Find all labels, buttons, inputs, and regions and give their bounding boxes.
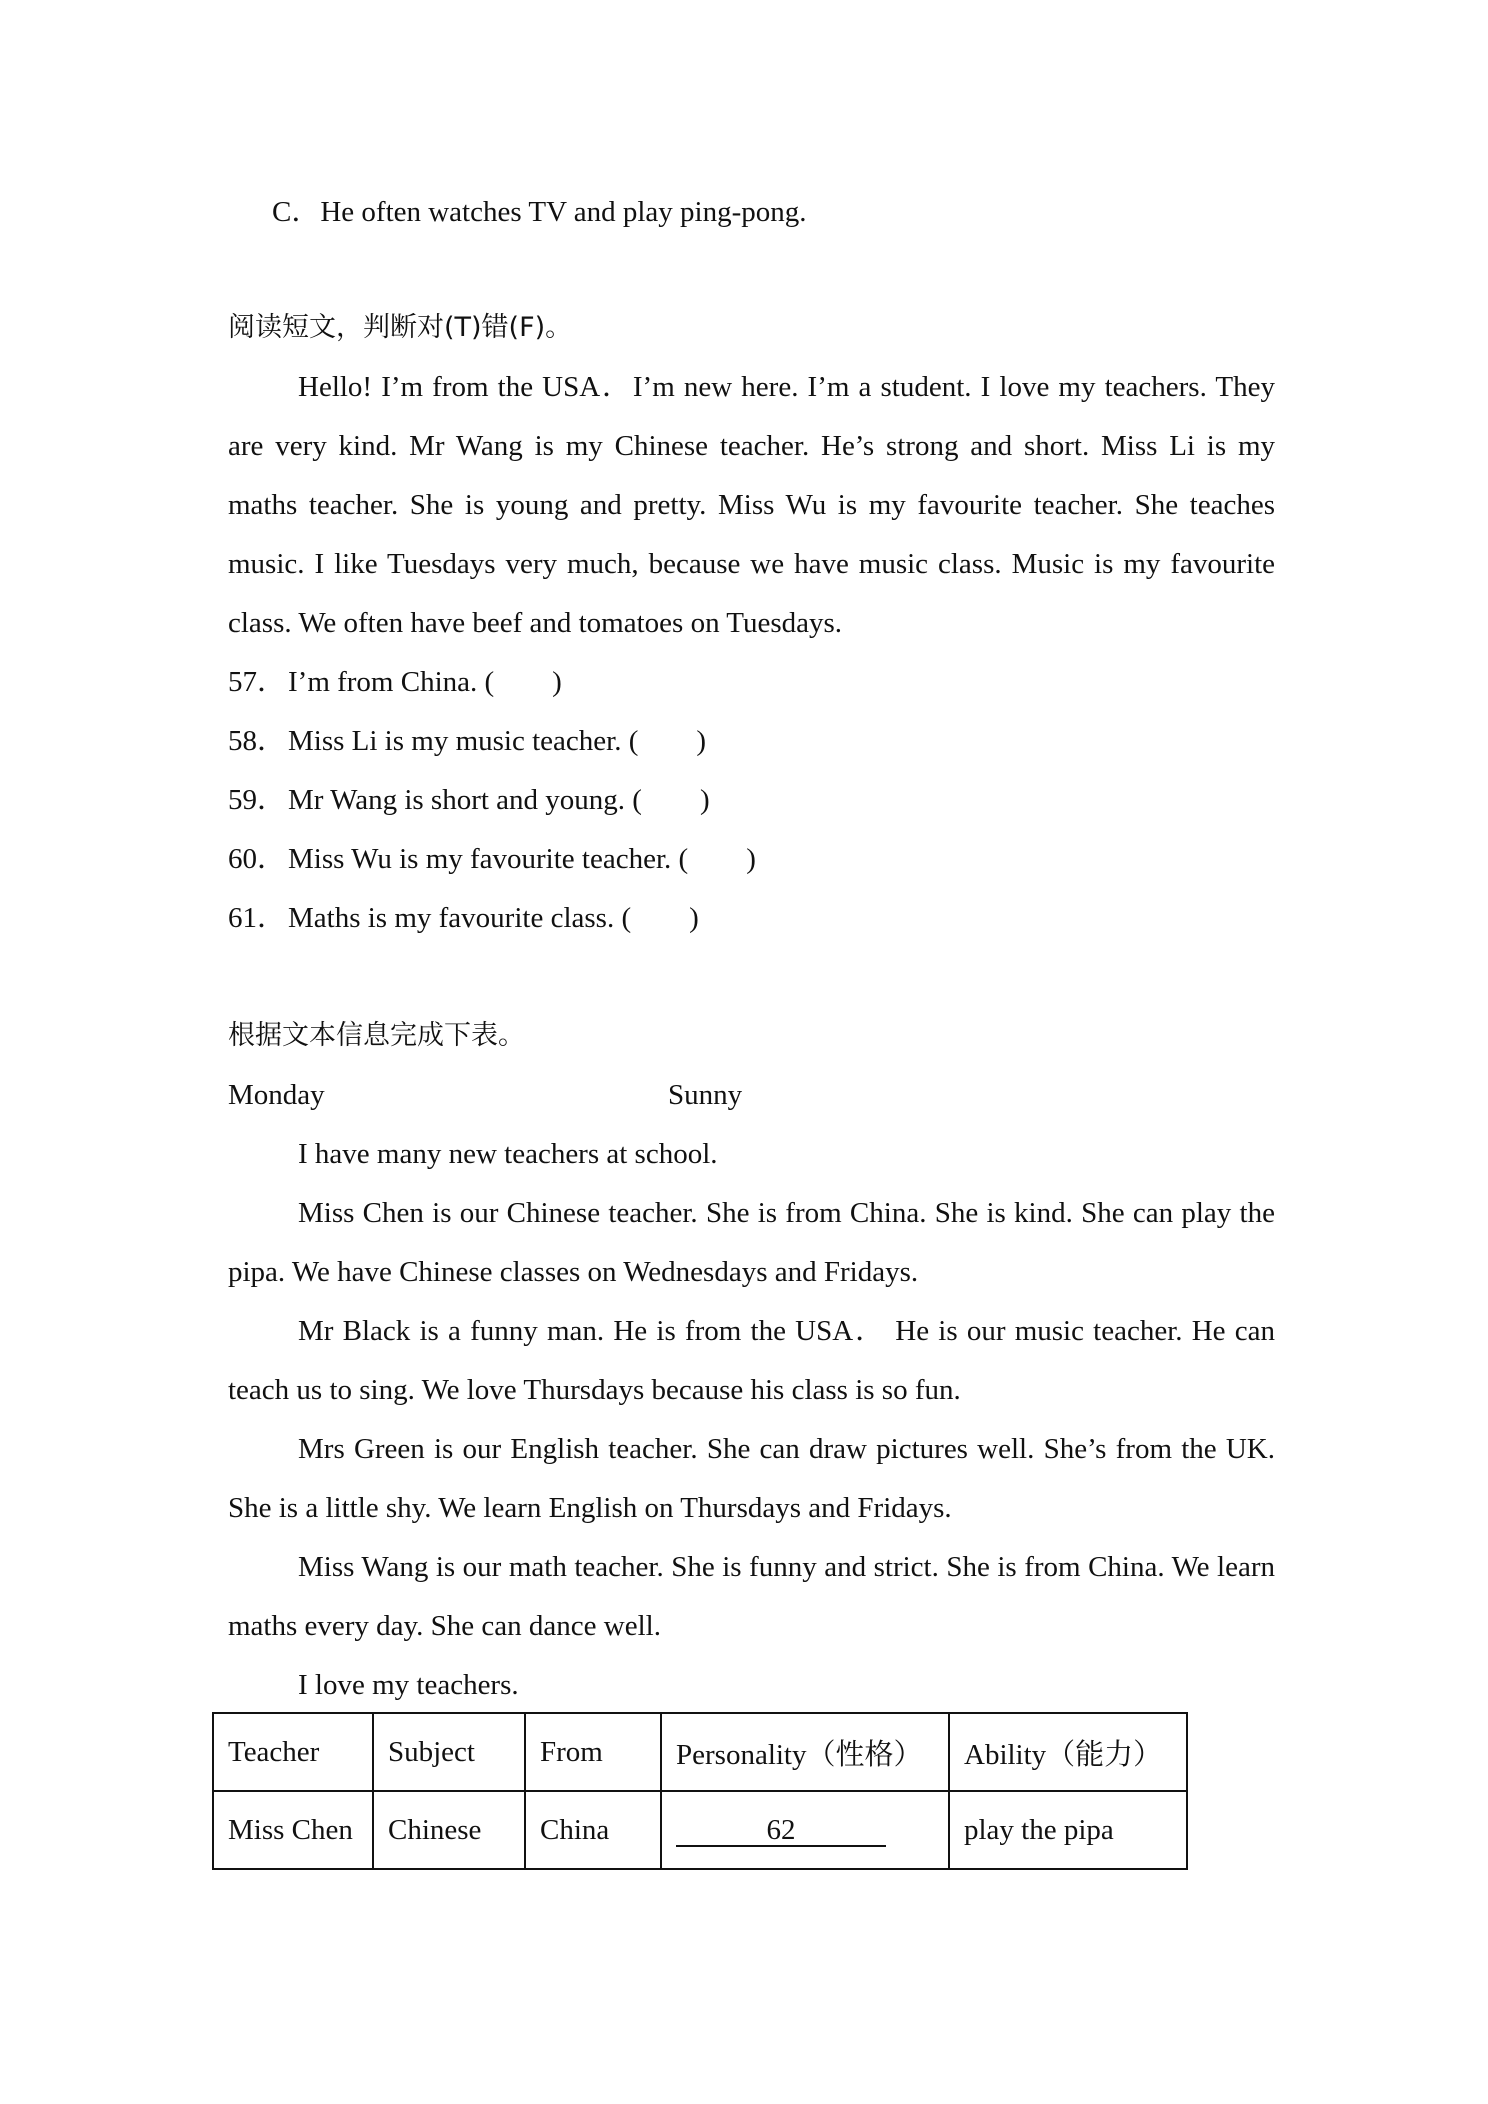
cell-personality	[661, 1791, 949, 1869]
answer-blank-62[interactable]: 62	[676, 1815, 886, 1847]
question-60	[228, 839, 756, 879]
question-number: 57．	[228, 666, 287, 698]
cell-from: China	[525, 1791, 661, 1869]
question-number: 59．	[228, 784, 287, 816]
close-paren: )	[689, 902, 699, 934]
table-header-row	[213, 1713, 1187, 1791]
section2-instruction: 根据文本信息完成下表。	[228, 1020, 525, 1051]
cell-teacher: Miss Chen	[213, 1791, 373, 1869]
header-teacher: Teacher	[213, 1713, 373, 1791]
close-paren: )	[696, 725, 707, 757]
diary-weather: Sunny	[668, 1079, 743, 1111]
question-number: 61．	[228, 902, 287, 934]
question-61	[228, 898, 699, 938]
close-paren: )	[552, 666, 562, 698]
cell-subject: Chinese	[373, 1791, 525, 1869]
header-subject: Subject	[373, 1713, 525, 1791]
section1-instruction: 阅读短文，判断对(T)错(F)。	[228, 312, 573, 343]
diary-paragraph-1: I have many new teachers at school.	[298, 1138, 718, 1170]
diary-day: Monday	[228, 1079, 325, 1111]
cell-ability: play the pipa	[949, 1791, 1187, 1869]
previous-option-c: C．He often watches TV and play ping-pong.	[272, 196, 807, 228]
header-personality: Personality（性格）	[661, 1713, 949, 1791]
diary-paragraph-5: Miss Wang is our math teacher. She is funny and strict. She is from China. We learn maths every day. She can dance well.	[228, 1551, 1275, 1642]
question-text: I’m from China. (	[288, 666, 495, 698]
diary-paragraph-6: I love my teachers.	[298, 1669, 519, 1701]
question-number: 58．	[228, 725, 287, 757]
header-ability: Ability（能力）	[949, 1713, 1187, 1791]
diary-paragraph-2: Miss Chen is our Chinese teacher. She is from China. She is kind. She can play the pipa. We have Chinese classes on Wednesdays and Fridays.	[228, 1197, 1275, 1288]
question-59	[228, 780, 710, 820]
diary-paragraph-3: Mr Black is a funny man. He is from the USA． He is our music teacher. He can teach us to sing. We love Thursdays because his class is so fun.	[228, 1315, 1275, 1406]
question-text: Mr Wang is short and young. (	[288, 784, 642, 816]
question-text: Miss Wu is my favourite teacher. (	[288, 843, 689, 875]
question-text: Miss Li is my music teacher. (	[288, 725, 639, 757]
close-paren: )	[746, 843, 756, 875]
teacher-info-table	[212, 1712, 1188, 1870]
question-number: 60．	[228, 843, 287, 875]
header-from: From	[525, 1713, 661, 1791]
diary-paragraph-4: Mrs Green is our English teacher. She can draw pictures well. She’s from the UK. She is a little shy. We learn English on Thursdays and Fridays.	[228, 1433, 1275, 1524]
table-row	[213, 1791, 1187, 1869]
section1-passage: Hello! I’m from the USA．I’m new here. I’m a student. I love my teachers. They are very kind. Mr Wang is my Chinese teacher. He’s strong and short. Miss Li is my maths teacher. She is young and pretty. Miss Wu is my favourite teacher. She teaches music. I like Tuesdays very much, because we have music class. Music is my favourite class. We often have beef and tomatoes on Tuesdays.	[228, 371, 1275, 639]
close-paren: )	[699, 784, 710, 816]
question-57	[228, 662, 562, 702]
question-text: Maths is my favourite class. (	[288, 902, 632, 934]
question-58	[228, 721, 706, 761]
